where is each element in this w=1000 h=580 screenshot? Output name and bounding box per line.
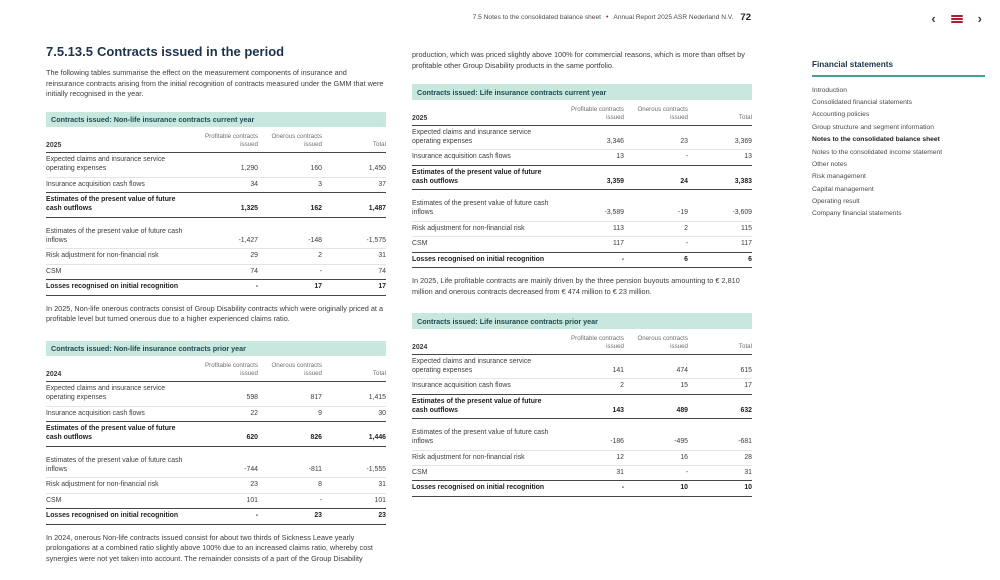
row-value: 31 <box>744 469 752 476</box>
table-row <box>412 197 752 221</box>
table-nonlife-prior-year <box>46 341 386 525</box>
row-value: 3,359 <box>606 177 624 185</box>
row-label: Losses recognised on initial recognition <box>46 283 179 291</box>
row-value: - <box>621 484 624 492</box>
table-row <box>412 252 752 268</box>
table-row <box>46 494 386 509</box>
row-value: 23 <box>378 512 386 520</box>
row-value: 34 <box>250 180 258 188</box>
forward-arrow-icon[interactable]: › <box>977 11 982 26</box>
row-value: 632 <box>740 406 752 414</box>
table-year: 2024 <box>412 343 428 351</box>
row-value: -681 <box>738 438 752 446</box>
table-row <box>46 153 386 177</box>
table-spacer-row <box>412 419 752 426</box>
note-nonlife-prior: In 2024, onerous Non-life contracts issued consist for about two thirds of Sickness Leave yearly prolongations at a combined ratio slightly above 100% due to an increased claims ratio, whereby cost synergies were not yet taken into account. The remainder consists of a part of the Group Disability <box>46 532 373 563</box>
table-row <box>412 466 752 481</box>
row-value: 74 <box>250 267 258 275</box>
row-value: 31 <box>616 469 624 476</box>
row-value: 1,450 <box>368 165 386 173</box>
table-col-header: Profitable contracts issued <box>571 105 624 121</box>
row-value: 598 <box>246 394 258 402</box>
table-row <box>46 265 386 280</box>
table-spacer-row <box>46 447 386 454</box>
table-row <box>412 480 752 496</box>
row-label: Estimates of the present value of future cash outflows <box>412 397 542 414</box>
row-value: 23 <box>250 481 258 489</box>
row-label: Estimates of the present value of future cash outflows <box>412 168 542 185</box>
row-label: Risk adjustment for non-financial risk <box>46 481 159 489</box>
row-value: 28 <box>744 453 752 461</box>
table-life-prior-year <box>412 313 752 497</box>
row-label: Estimates of the present value of future cash outflows <box>46 425 176 442</box>
row-value: - <box>319 496 322 504</box>
row-value: 23 <box>314 512 322 520</box>
note-nonlife-current: In 2025, Non-life onerous contracts consist of Group Disability contracts which were originally priced at a profitable level but turned onerous due to a higher experienced claims ratio. <box>46 303 384 324</box>
row-value: 826 <box>310 434 322 442</box>
row-label: Risk adjustment for non-financial risk <box>412 453 525 461</box>
page-title <box>46 44 386 59</box>
row-value: - <box>685 153 688 161</box>
row-value: 489 <box>676 406 688 414</box>
row-value: 12 <box>616 453 624 461</box>
table-row <box>412 379 752 394</box>
table-nonlife-current-year <box>46 112 386 296</box>
row-label: Insurance acquisition cash flows <box>412 382 511 390</box>
row-label: Estimates of the present value of future cash inflows <box>46 456 183 473</box>
row-value: 8 <box>318 481 322 489</box>
content-column-right <box>412 44 752 505</box>
table-year: 2025 <box>46 142 62 150</box>
table-row <box>46 382 386 406</box>
row-value: 2 <box>620 382 624 390</box>
table-header-row <box>46 127 386 153</box>
row-value: - <box>255 512 258 520</box>
table-body <box>46 153 386 295</box>
row-value: 1,487 <box>368 205 386 213</box>
breadcrumb: 7.5 Notes to the consolidated balance sheet <box>472 14 601 21</box>
row-value: 13 <box>744 153 752 161</box>
row-label: Expected claims and insurance service operating expenses <box>412 128 532 145</box>
row-value: 1,290 <box>240 165 258 173</box>
running-header <box>473 12 751 23</box>
row-value: 17 <box>314 283 322 291</box>
sidebar-item[interactable]: Operating result <box>812 198 860 206</box>
table-row <box>46 279 386 295</box>
content-column-left <box>46 44 386 580</box>
sidebar-item[interactable]: Notes to the consolidated income statement <box>812 148 943 156</box>
table-row <box>412 222 752 237</box>
table-col-header: Onerous contracts issued <box>637 105 688 121</box>
table-col-header: Total <box>372 370 386 378</box>
row-label: Insurance acquisition cash flows <box>412 153 511 161</box>
table-row <box>412 237 752 252</box>
table-row <box>46 421 386 446</box>
table-col-header: Total <box>738 342 752 350</box>
row-value: - <box>685 469 688 476</box>
row-value: 37 <box>378 180 386 188</box>
row-value: - <box>621 255 624 263</box>
row-label: Risk adjustment for non-financial risk <box>412 224 525 232</box>
row-label: Insurance acquisition cash flows <box>46 180 145 188</box>
row-value: 3,346 <box>606 137 624 145</box>
table-row <box>412 355 752 379</box>
row-value: -744 <box>244 465 258 473</box>
table-spacer-row <box>412 190 752 197</box>
sidebar-heading: Financial statements <box>812 60 985 77</box>
row-value: 160 <box>310 165 322 173</box>
table-body <box>46 382 386 524</box>
report-title: Annual Report 2025 ASR Nederland N.V. <box>613 14 734 21</box>
row-value: -148 <box>308 236 322 244</box>
sidebar-item[interactable]: Group structure and segment information <box>812 123 934 131</box>
row-value: 9 <box>318 409 322 417</box>
table-row <box>46 454 386 478</box>
row-value: - <box>685 240 688 248</box>
row-value: 74 <box>378 267 386 275</box>
row-value: -495 <box>674 438 688 446</box>
row-value: 31 <box>378 252 386 260</box>
sidebar-item[interactable]: Other notes <box>812 160 847 168</box>
row-label: CSM <box>412 240 428 248</box>
table-row <box>412 426 752 450</box>
row-label: Risk adjustment for non-financial risk <box>46 252 159 260</box>
row-value: 474 <box>676 366 688 374</box>
note-life-current: In 2025, Life profitable contracts are mainly driven by the three pension buyouts amounting to € 2,810 million and onerous contracts decreased from € 474 million to € 23 million. <box>412 275 740 296</box>
row-value: 1,446 <box>368 434 386 442</box>
row-value: 817 <box>310 394 322 402</box>
row-value: 6 <box>684 255 688 263</box>
row-value: 620 <box>246 434 258 442</box>
table-header-row <box>46 356 386 382</box>
row-value: 615 <box>740 366 752 374</box>
table-spacer-row <box>46 218 386 225</box>
sidebar-item[interactable]: Notes to the consolidated balance sheet <box>812 136 940 144</box>
table-row <box>412 451 752 466</box>
row-label: CSM <box>46 496 62 504</box>
row-value: 13 <box>616 153 624 161</box>
table-title: Contracts issued: Life insurance contracts prior year <box>412 313 752 329</box>
table-row <box>412 394 752 419</box>
row-value: 3,369 <box>734 137 752 145</box>
page-number: 72 <box>740 12 751 23</box>
row-value: 3 <box>318 180 322 188</box>
row-value: 31 <box>378 481 386 489</box>
row-value: 29 <box>250 252 258 260</box>
table-col-header: Onerous contracts issued <box>271 133 322 149</box>
menu-icon[interactable] <box>951 15 963 23</box>
table-header-row <box>412 100 752 126</box>
continuation-paragraph: production, which was priced slightly above 100% for commercial reasons, which is more than offset by profitable other Group Disability products in the same portfolio. <box>412 50 745 70</box>
table-col-header: Profitable contracts issued <box>205 133 258 149</box>
row-label: Estimates of the present value of future cash inflows <box>46 227 183 244</box>
table-col-header: Onerous contracts issued <box>637 334 688 350</box>
row-value: -811 <box>308 465 322 473</box>
sidebar-item[interactable]: Introduction <box>812 86 847 94</box>
section-number: 7.5.13.5 <box>46 44 93 59</box>
row-label: Insurance acquisition cash flows <box>46 409 145 417</box>
row-value: 101 <box>374 496 386 504</box>
row-value: 17 <box>744 382 752 390</box>
row-value: -3,609 <box>732 209 752 217</box>
table-title: Contracts issued: Life insurance contracts current year <box>412 84 752 100</box>
intro-paragraph: The following tables summarise the effect on the measurement components of insurance and reinsurance contracts arising from the initial recognition of contracts measured under the GMM that were initially recognised in the year. <box>46 68 384 99</box>
table-title: Contracts issued: Non-life insurance contracts current year <box>46 112 386 128</box>
row-label: Expected claims and insurance service operating expenses <box>46 156 166 173</box>
row-value: -186 <box>610 438 624 446</box>
sidebar-item[interactable]: Capital management <box>812 185 874 193</box>
table-row <box>46 508 386 524</box>
row-value: -1,427 <box>238 236 258 244</box>
sidebar-list <box>812 84 985 220</box>
row-value: 24 <box>680 177 688 185</box>
table-body <box>412 126 752 268</box>
table-row <box>412 126 752 150</box>
row-value: 1,325 <box>240 205 258 213</box>
row-value: 2 <box>318 252 322 260</box>
row-label: Losses recognised on initial recognition <box>46 512 179 520</box>
row-value: 3,383 <box>734 177 752 185</box>
table-year: 2024 <box>46 371 62 379</box>
table-col-header: Onerous contracts issued <box>271 362 322 378</box>
row-value: 101 <box>246 496 258 504</box>
table-row <box>412 165 752 190</box>
row-value: 23 <box>680 137 688 145</box>
sidebar-item[interactable]: Accounting policies <box>812 111 870 119</box>
row-value: - <box>319 267 322 275</box>
back-arrow-icon[interactable]: ‹ <box>931 11 936 26</box>
table-body <box>412 355 752 497</box>
row-value: 162 <box>310 205 322 213</box>
sidebar-item[interactable]: Company financial statements <box>812 210 902 218</box>
table-title: Contracts issued: Non-life insurance contracts prior year <box>46 341 386 357</box>
table-life-current-year <box>412 84 752 268</box>
row-value: 10 <box>744 484 752 492</box>
top-bar <box>0 8 1000 26</box>
row-value: 6 <box>748 255 752 263</box>
row-value: 30 <box>378 409 386 417</box>
row-value: -1,555 <box>366 465 386 473</box>
sidebar-item[interactable]: Consolidated financial statements <box>812 99 912 107</box>
row-label: Estimates of the present value of future cash inflows <box>412 200 549 217</box>
row-label: Losses recognised on initial recognition <box>412 255 545 263</box>
row-value: 143 <box>612 406 624 414</box>
row-label: Expected claims and insurance service operating expenses <box>412 357 532 374</box>
row-value: -19 <box>678 209 688 217</box>
table-row <box>46 192 386 217</box>
row-value: 113 <box>613 224 624 232</box>
section-title: Contracts issued in the period <box>97 44 285 59</box>
row-value: 115 <box>741 224 752 232</box>
row-label: Expected claims and insurance service operating expenses <box>46 385 166 402</box>
row-value: 2 <box>684 224 688 232</box>
row-value: 10 <box>680 484 688 492</box>
row-value: 16 <box>680 453 688 461</box>
breadcrumb-separator: • <box>605 14 609 21</box>
row-label: CSM <box>46 267 62 275</box>
row-value: 117 <box>741 240 752 248</box>
table-row <box>46 225 386 249</box>
row-value: 117 <box>613 240 624 248</box>
row-value: -3,589 <box>604 209 624 217</box>
row-label: CSM <box>412 469 428 476</box>
page-nav-controls <box>931 13 982 25</box>
table-year: 2025 <box>412 114 428 122</box>
sidebar-item[interactable]: Risk management <box>812 173 866 181</box>
table-col-header: Total <box>738 113 752 121</box>
row-value: - <box>255 283 258 291</box>
table-row <box>46 178 386 193</box>
table-row <box>46 249 386 264</box>
sidebar-financial-statements <box>812 60 985 220</box>
table-col-header: Profitable contracts issued <box>205 362 258 378</box>
table-header-row <box>412 329 752 355</box>
row-label: Estimates of the present value of future cash inflows <box>412 429 549 446</box>
row-value: 141 <box>612 366 624 374</box>
table-col-header: Profitable contracts issued <box>571 334 624 350</box>
row-value: 17 <box>378 283 386 291</box>
table-row <box>46 478 386 493</box>
row-value: 22 <box>250 409 258 417</box>
table-row <box>412 150 752 165</box>
row-value: 15 <box>680 382 688 390</box>
row-label: Estimates of the present value of future cash outflows <box>46 196 176 213</box>
row-label: Losses recognised on initial recognition <box>412 484 545 492</box>
row-value: -1,575 <box>366 236 386 244</box>
row-value: 1,415 <box>368 394 386 402</box>
table-col-header: Total <box>372 141 386 149</box>
table-row <box>46 407 386 422</box>
